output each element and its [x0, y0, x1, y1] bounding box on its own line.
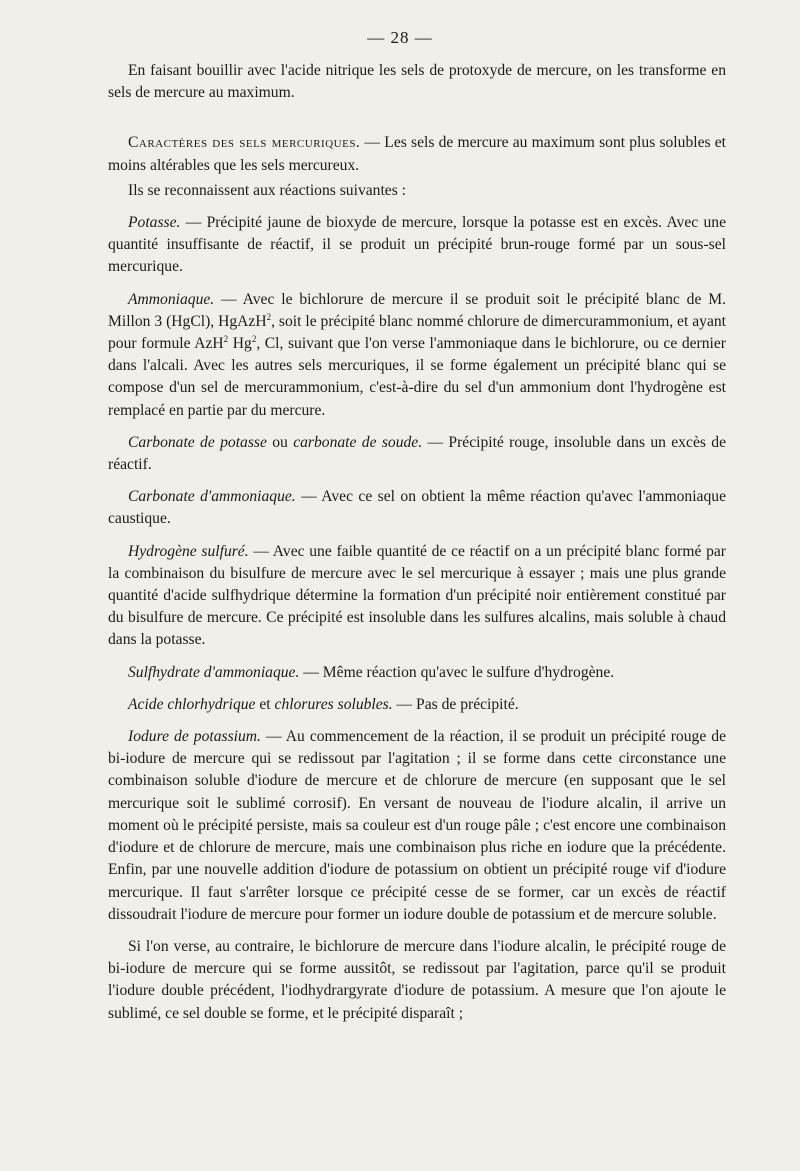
reagent-term: Sulfhydrate d'ammoniaque. [128, 663, 300, 681]
page-body [108, 60, 726, 1025]
paragraph-potasse: Potasse. — Précipité jaune de bioxyde de mercure, lorsque la potasse est en excès. Avec une quantité insuffisante de réactif, il se produit un précipité brun-rouge formé par un sous-sel mercurique. [108, 214, 726, 276]
reagent-term: Carbonate de potasse [128, 433, 267, 451]
reagent-term: Hydrogène sulfuré. [128, 542, 249, 560]
paragraph-reactions-intro: Ils se reconnaissent aux réactions suivantes : [128, 181, 407, 199]
reagent-term: chlorures solubles. [274, 695, 393, 713]
reagent-term: Ammoniaque. [128, 290, 215, 308]
paragraph-iodure-potassium: Iodure de potassium. — Au commencement de la réaction, il se produit un précipité rouge de bi-iodure de mercure qui se redissout par l'agitation ; il se forme dans cette circonstance une combinaison soluble d'iodure de mercure et de chlorure de mercure (en supposant que le sel mercurique soit le sublimé corrosif). En versant de nouveau de l'iodure alcalin, il arrive un moment où le précipité persiste, mais sa couleur est d'un rouge pâle ; c'est encore une combinaison d'iodure et de chlorure de mercure, mais une combinaison plus riche en iodure que la précédente. Enfin, par une nouvelle addition d'iodure de potassium on obtient un précipité rouge vif d'iodure mercurique. Il faut s'arrêter lorsque ce précipité cesse de se former, car un excès de réactif dissoudrait l'iodure de mercure pour former un iodure double de potassium et de mercure soluble. [108, 728, 726, 923]
page-number: — 28 — [367, 28, 433, 47]
reagent-term: Potasse. [128, 214, 181, 232]
paragraph-mercuric-characters: Caractères des sels mercuriques. — Les sels de mercure au maximum sont plus solubles et moins altérables que les sels mercureux. [108, 134, 726, 174]
paragraph-sulfhydrate: Sulfhydrate d'ammoniaque. — Même réaction qu'avec le sulfure d'hydrogène. [128, 663, 615, 681]
section-heading: Caractères des sels mercuriques. [128, 134, 361, 152]
reagent-term: Acide chlorhydrique [128, 695, 256, 713]
paragraph-intro: En faisant bouillir avec l'acide nitrique les sels de protoxyde de mercure, on les transforme en sels de mercure au maximum. [108, 62, 726, 102]
paragraph-ammoniaque: Ammoniaque. — Avec le bichlorure de mercure il se produit soit le précipité blanc de M. Millon 3 (HgCl), HgAzH$^2$, soit le précipité blanc nommé chlorure de dimercurammonium, et ayant pour formule AzH$^2$ Hg$^2$, Cl, suivant que l'on verse l'ammoniaque dans le bichlorure, ou ce dernier dans l'alcali. Avec les autres sels mercuriques, il se forme également un précipité blanc qui se compose d'un sel de mercurammonium, c'est-à-dire du sel d'un ammonium dont l'hydrogène est remplacé en partie par du mercure. [108, 290, 727, 419]
paragraph-carbonates: Carbonate de potasse ou carbonate de soude. — Précipité rouge, insoluble dans un excès de réactif. [108, 433, 727, 474]
paragraph-carbonate-ammoniaque: Carbonate d'ammoniaque. — Avec ce sel on obtient la même réaction qu'avec l'ammoniaque caustique. [108, 488, 726, 528]
paragraph-acide-chlorhydrique: Acide chlorhydrique et chlorures solubles. — Pas de précipité. [128, 695, 519, 713]
reagent-term: Iodure de potassium. [128, 728, 261, 746]
reagent-term: Carbonate d'ammoniaque. [128, 488, 296, 506]
reagent-term: carbonate de soude. [293, 433, 423, 451]
paragraph-bichlorure-iodure: Si l'on verse, au contraire, le bichlorure de mercure dans l'iodure alcalin, le précipité rouge de bi-iodure de mercure qui se forme aussitôt, se redissout par l'agitation, parce qu'il se produit l'iodure double précédent, l'iodhydrargyrate d'iodure de potassium. A mesure que l'on ajoute le sublimé, ce sel double se forme, et le précipité disparaît ; [108, 937, 726, 1022]
paragraph-hydrogene-sulfure: Hydrogène sulfuré. — Avec une faible quantité de ce réactif on a un précipité blanc formé par la combinaison du bisulfure de mercure avec le sel mercurique à essayer ; mais une plus grande quantité d'acide sulfhydrique détermine la formation d'un précipité noir entièrement constitué par du bisulfure de mercure. Ce précipité est insoluble dans les sulfures alcalins, mais soluble à chaud dans la potasse. [108, 542, 726, 649]
